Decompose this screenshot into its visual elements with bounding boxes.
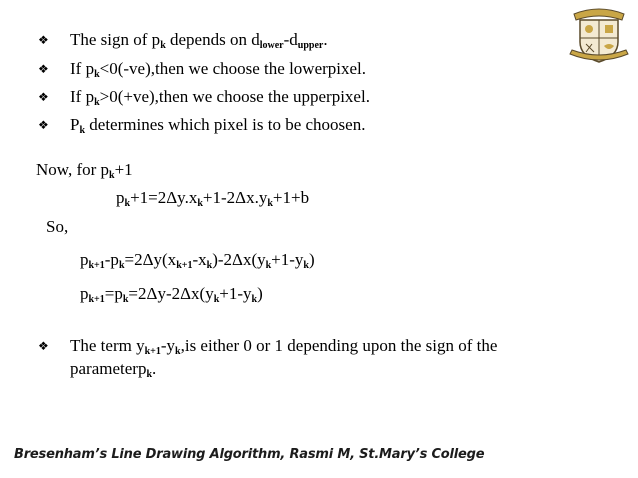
college-crest-icon <box>566 4 632 66</box>
diamond-bullet-icon: ❖ <box>38 62 49 76</box>
diamond-bullet-icon: ❖ <box>38 339 49 353</box>
diamond-bullet-icon: ❖ <box>38 90 49 104</box>
equation-3: $p_{k+1}=p_k=2\Delta y-2\Delta x(y_k+1-y_k)$ <box>80 284 263 305</box>
bullet-continuation: parameterp$_k$. <box>70 359 157 380</box>
slide: ❖ The sign of $p_k$ depends on $d_{lower}-d_{upper}$. ❖ If $p_k<0(-ve),then$ we choose the lowerpixel. ❖ If $p_k>0(+ve),then$ we choose the upperpixel. ❖ $P_k$ determines which pixel is to be choosen. Now, for $p_k+1$ $p_k+1=2\Delta y.x_k+1-2\Delta x.y_k+1+b$ So, $p_{k+1}-p_k=2\Delta y(x_{k+1}-x_k)-2\Delta x(y_k+1-y_k)$ $p_{k+1}=p_k=2\Delta y-2\Delta x(y_k+1-y_k)$ ❖ The term $y_{k+1}-y_k,is$ either 0 or 1 depending upon the sign of the parameterp$_k$. Bresenham’s Line Drawing Algorithm, Rasmi M, St.Mary’s College <box>0 0 638 478</box>
footer: Bresenham’s Line Drawing Algorithm, Rasmi M, St.Mary’s College <box>14 447 485 462</box>
so-label: So, <box>46 217 69 236</box>
diamond-bullet-icon: ❖ <box>38 118 49 132</box>
diamond-bullet-icon: ❖ <box>38 33 49 47</box>
now-line: Now, for $p_k+1$ <box>36 160 133 181</box>
equation-2: $p_{k+1}-p_k=2\Delta y(x_{k+1}-x_k)-2\Delta x(y_k+1-y_k)$ <box>80 250 315 271</box>
equation-1: $p_k+1=2\Delta y.x_k+1-2\Delta x.y_k+1+b$ <box>116 188 310 209</box>
